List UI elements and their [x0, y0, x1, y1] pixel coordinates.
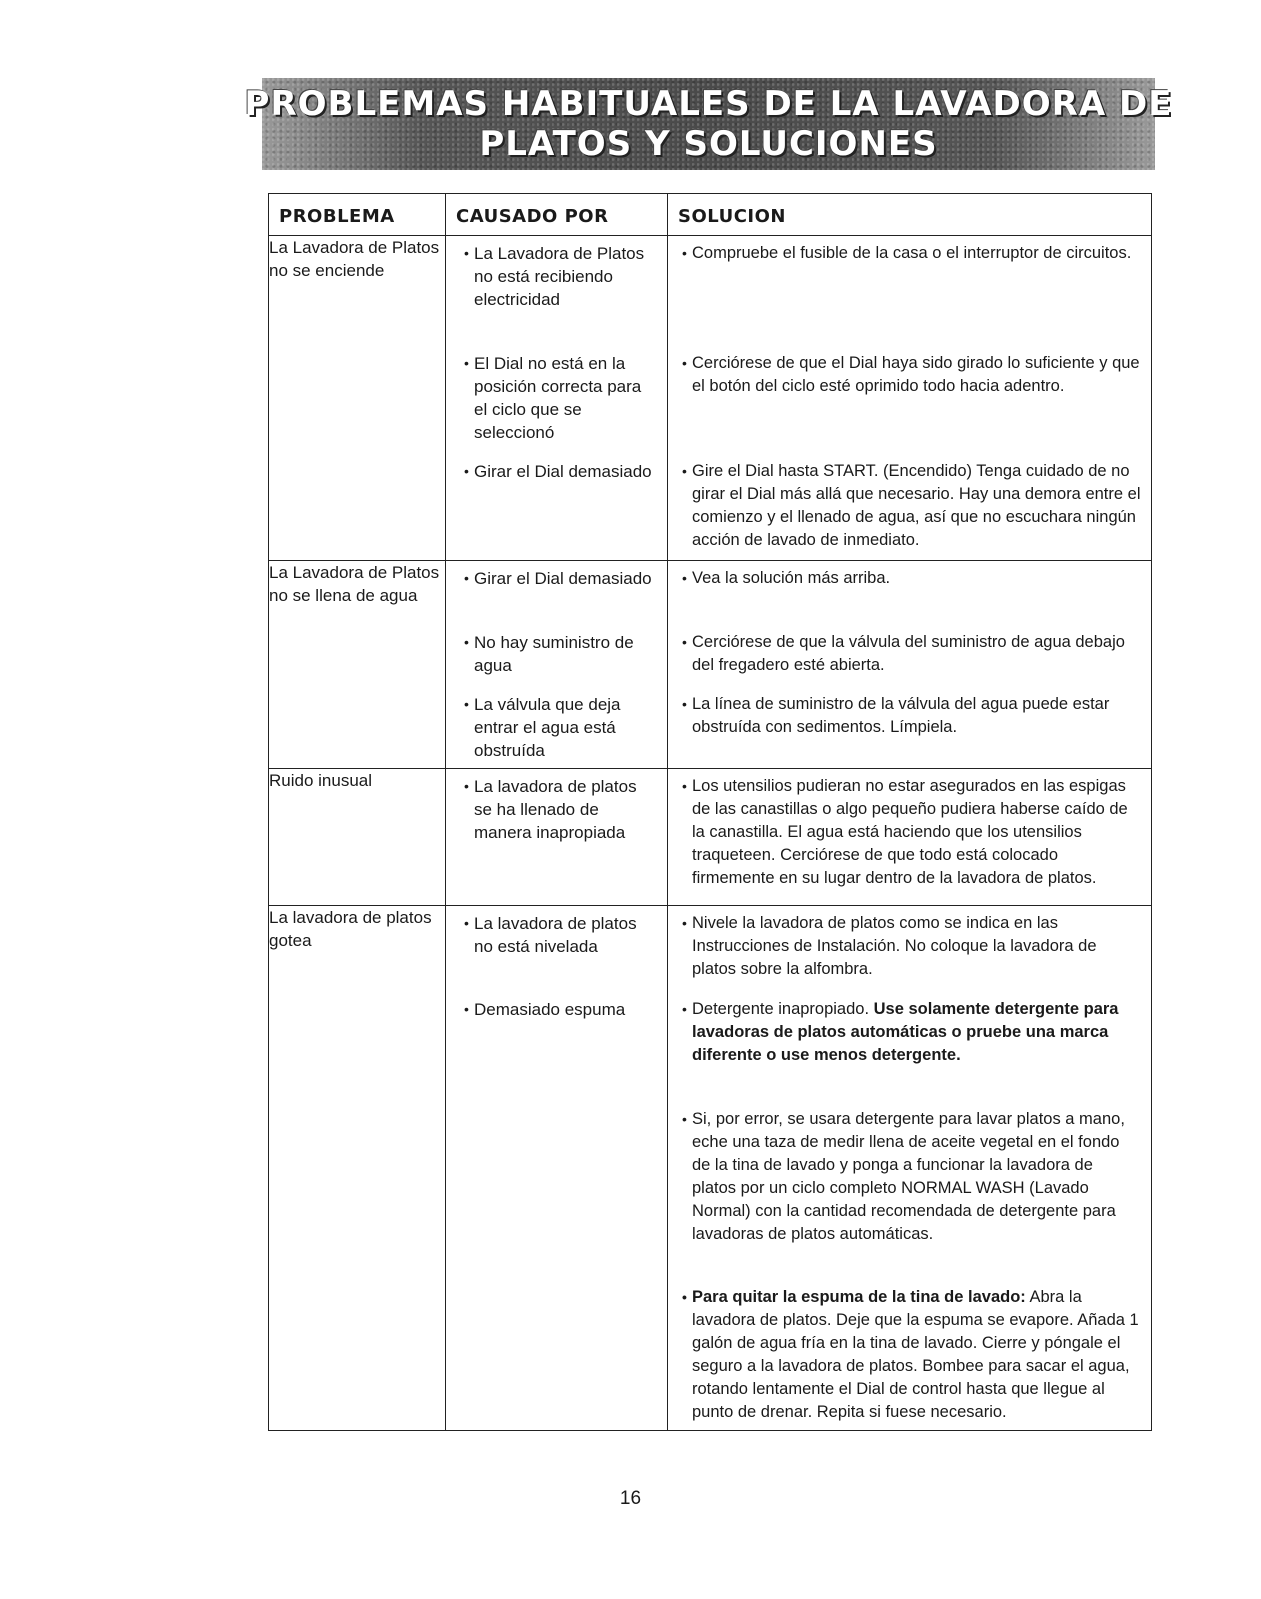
- solution-cell: [668, 236, 1152, 561]
- cause-item: • Girar el Dial demasiado: [456, 567, 657, 631]
- cause-item: • El Dial no está en la posición correcta para el ciclo que se seleccionó: [456, 352, 657, 460]
- cause-cell: [446, 769, 668, 906]
- cause-cell: [446, 561, 668, 769]
- cause-item: • La lavadora de platos no está nivelada: [456, 912, 657, 998]
- bullet-icon: •: [682, 570, 687, 586]
- bullet-icon: •: [464, 915, 469, 931]
- bullet-icon: •: [682, 634, 687, 650]
- bullet-icon: •: [682, 915, 687, 931]
- solution-item: • Para quitar la espuma de la tina de lavado: Abra la lavadora de platos. Deje que la espuma se evapore. Añada 1 galón de agua fría en la tina de lavado. Cierre y póngale el seguro a la lavadora de platos. Bombee para sacar el agua, rotando lentamente el Dial de control hasta que llegue al punto de drenar. Repita si fuese necesario.: [678, 1286, 1141, 1424]
- solution-item: • Cerciórese de que el Dial haya sido girado lo suficiente y que el botón del ciclo esté oprimido todo hacia adentro.: [678, 352, 1141, 460]
- bullet-icon: •: [682, 1289, 687, 1305]
- header-solution: SOLUCION: [668, 194, 1152, 236]
- cause-item: • No hay suministro de agua: [456, 631, 657, 693]
- problem-cell: La Lavadora de Platos no se llena de agua: [269, 561, 446, 769]
- bullet-icon: •: [464, 355, 469, 371]
- solution-item: • Nivele la lavadora de platos como se indica en las Instrucciones de Instalación. No coloque la lavadora de platos sobre la alfombra.: [678, 912, 1141, 998]
- bullet-icon: •: [464, 463, 469, 479]
- solution-cell: [668, 769, 1152, 906]
- solution-item: • Los utensilios pudieran no estar asegurados en las espigas de las canastillas o algo pequeño pudiera haberse caído de la canastilla. El agua está haciendo que los utensilios traqueteen. Cerciórese de que todo está colocado firmemente en su lugar dentro de la lavadora de platos.: [678, 775, 1141, 890]
- bullet-icon: •: [464, 696, 469, 712]
- solution-item: • Vea la solución más arriba.: [678, 567, 1141, 631]
- solution-item: • Detergente inapropiado. Use solamente detergente para lavadoras de platos automáticas o pruebe una marca diferente o use menos detergente.: [678, 998, 1141, 1108]
- cause-item: • La lavadora de platos se ha llenado de manera inapropiada: [464, 777, 637, 842]
- bullet-icon: •: [682, 696, 687, 712]
- bullet-icon: •: [464, 245, 469, 261]
- problem-cell: Ruido inusual: [269, 769, 446, 906]
- table-row: [269, 769, 1152, 906]
- table-row: [269, 236, 1152, 561]
- cause-cell: [446, 236, 668, 561]
- cause-item: • La válvula que deja entrar el agua está obstruída: [464, 695, 621, 760]
- solution-cell: [668, 561, 1152, 769]
- solution-item: • Compruebe el fusible de la casa o el interruptor de circuitos.: [678, 242, 1141, 352]
- troubleshooting-table: [268, 193, 1152, 1431]
- bullet-icon: •: [682, 778, 687, 794]
- cause-cell: [446, 906, 668, 1431]
- solution-item: • Cerciórese de que la válvula del suministro de agua debajo del fregadero esté abierta.: [678, 631, 1141, 693]
- title-line-1: PROBLEMAS HABITUALES DE LA LAVADORA DE: [244, 84, 1173, 124]
- cause-item: • La Lavadora de Platos no está recibiendo electricidad: [456, 242, 657, 352]
- solution-item: • La línea de suministro de la válvula del agua puede estar obstruída con sedimentos. Límpiela.: [678, 693, 1141, 739]
- solution-cell: [668, 906, 1152, 1431]
- bullet-icon: •: [464, 570, 469, 586]
- bullet-icon: •: [682, 1111, 687, 1127]
- bullet-icon: •: [682, 1001, 687, 1017]
- bullet-icon: •: [682, 355, 687, 371]
- solution-item: • Gire el Dial hasta START. (Encendido) Tenga cuidado de no girar el Dial más allá que necesario. Hay una demora entre el comienzo y el llenado de agua, así que no escuchara ningún acción de lavado de inmediato.: [678, 460, 1141, 552]
- table-row: [269, 561, 1152, 769]
- title-line-2: PLATOS Y SOLUCIONES: [479, 124, 938, 164]
- cause-item: • Girar el Dial demasiado: [464, 462, 652, 481]
- problem-cell: La lavadora de platos gotea: [269, 906, 446, 1431]
- problem-cell: La Lavadora de Platos no se enciende: [269, 236, 446, 561]
- bullet-icon: •: [464, 1001, 469, 1017]
- header-cause: CAUSADO POR: [446, 194, 668, 236]
- title-banner: [244, 78, 1173, 170]
- page-number: 16: [619, 1488, 642, 1509]
- bullet-icon: •: [682, 245, 687, 261]
- table-row: [269, 906, 1152, 1431]
- header-problem: PROBLEMA: [269, 194, 446, 236]
- header-row: [269, 194, 1152, 236]
- solution-item: • Si, por error, se usara detergente para lavar platos a mano, eche una taza de medir llena de aceite vegetal en el fondo de la tina de lavado y ponga a funcionar la lavadora de platos por un ciclo completo NORMAL WASH (Lavado Normal) con la cantidad recomendada de detergente para lavadoras de platos automáticas.: [678, 1108, 1141, 1286]
- cause-item: • Demasiado espuma: [464, 1000, 626, 1019]
- bullet-icon: •: [464, 634, 469, 650]
- bullet-icon: •: [464, 778, 469, 794]
- bullet-icon: •: [682, 463, 687, 479]
